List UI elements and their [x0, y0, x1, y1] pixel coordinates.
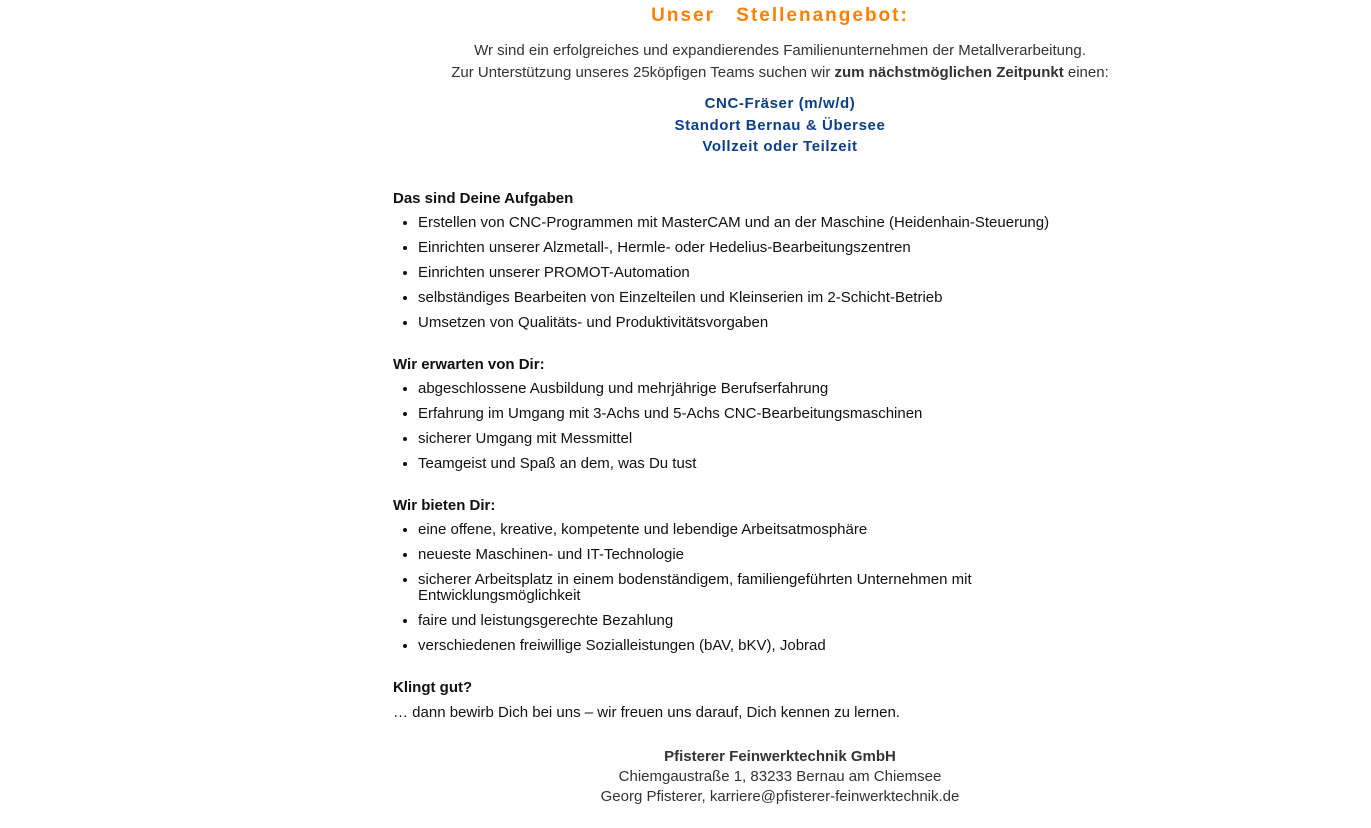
job-position: CNC-Fräser (m/w/d) [704, 95, 856, 112]
tasks-list [393, 211, 1167, 336]
intro [393, 40, 1167, 84]
section-heading: Das sind Deine Aufgaben [393, 189, 574, 207]
intro-line-2 [393, 62, 1167, 84]
list-item: • selbständiges Bearbeiten von Einzelteilen und Kleinserien im 2-Schicht-Betrieb [418, 286, 1167, 311]
expect-list [393, 377, 1167, 477]
job-summary [393, 93, 1167, 158]
list-item: • neueste Maschinen- und IT-Technologie [418, 543, 1038, 568]
list-item: • faire und leistungsgerechte Bezahlung [418, 609, 1038, 634]
closing-text: … dann bewirb Dich bei uns – wir freuen uns darauf, Dich kennen zu lernen. [393, 703, 900, 721]
tasks-section [393, 186, 1167, 336]
section-heading: Wir erwarten von Dir: [393, 355, 545, 373]
company-name: Pfisterer Feinwerktechnik GmbH [664, 747, 896, 765]
intro-text: Zur Unterstützung unseres 25köpfigen Teams suchen wir [451, 64, 835, 81]
expect-section [393, 352, 1167, 477]
company-address: Chiemgaustraße 1, 83233 Bernau am Chiemsee [618, 767, 942, 785]
list-item: • Einrichten unserer Alzmetall-, Hermle- oder Hedelius-Bearbeitungszentren [418, 236, 1167, 261]
job-posting [393, 0, 1167, 807]
list-item: • Teamgeist und Spaß an dem, was Du tust [418, 452, 1167, 477]
email-link[interactable]: karriere@pfisterer-feinwerktechnik.de [709, 787, 960, 805]
list-item: • sicherer Umgang mit Messmittel [418, 427, 1167, 452]
company-contact [393, 747, 1167, 807]
list-item: • sicherer Arbeitsplatz in einem bodenständigem, familiengeführten Unternehmen mit Entwicklungsmöglichkeit [418, 568, 1038, 609]
offer-list [393, 518, 1038, 659]
page-title: Unser Stellenangebot: [651, 5, 909, 26]
intro-bold: zum nächstmöglichen Zeitpunkt [834, 64, 1064, 81]
contact-name: Georg Pfisterer, [600, 787, 710, 805]
job-location: Standort Bernau & Übersee [674, 116, 886, 134]
section-heading: Klingt gut? [393, 678, 473, 696]
list-item: • Erfahrung im Umgang mit 3-Achs und 5-Achs CNC-Bearbeitungsmaschinen [418, 402, 1167, 427]
closing-section [393, 675, 1167, 725]
section-heading: Wir bieten Dir: [393, 496, 496, 514]
job-type: Vollzeit oder Teilzeit [702, 138, 858, 155]
intro-line-1: Wr sind ein erfolgreiches und expandierendes Familienunternehmen der Metallverarbeitung. [474, 42, 1086, 59]
offer-section [393, 493, 1167, 659]
list-item: • Umsetzen von Qualitäts- und Produktivitätsvorgaben [418, 311, 1167, 336]
list-item: • verschiedenen freiwillige Sozialleistungen (bAV, bKV), Jobrad [418, 634, 1038, 659]
list-item: • abgeschlossene Ausbildung und mehrjährige Berufserfahrung [418, 377, 1167, 402]
list-item: • Einrichten unserer PROMOT-Automation [418, 261, 1167, 286]
intro-text-end: einen: [1063, 64, 1109, 81]
list-item: • eine offene, kreative, kompetente und lebendige Arbeitsatmosphäre [418, 518, 1038, 543]
contact-line [393, 787, 1167, 807]
list-item: • Erstellen von CNC-Programmen mit MasterCAM und an der Maschine (Heidenhain-Steuerung) [418, 211, 1167, 236]
